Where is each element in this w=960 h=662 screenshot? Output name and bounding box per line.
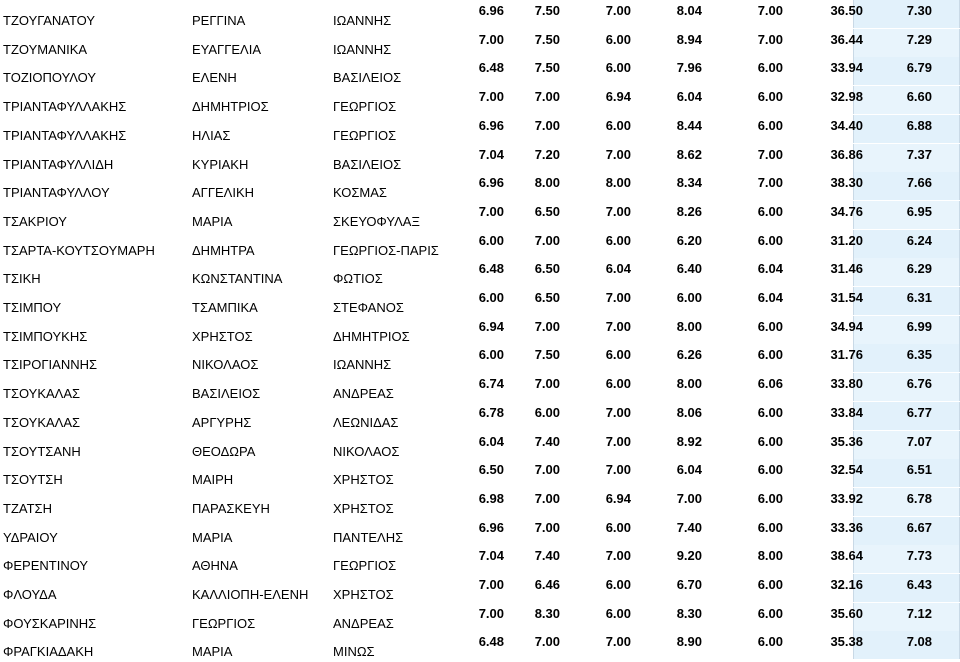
- grade-2-cell: 7.00: [534, 519, 560, 535]
- average-cell: 6.79: [906, 60, 932, 76]
- first-name-cell: ΚΥΡΙΑΚΗ: [192, 156, 249, 172]
- grade-5-cell: 6.04: [757, 261, 783, 277]
- first-name-cell: ΔΗΜΗΤΡΙΟΣ: [192, 99, 269, 115]
- table-row: [0, 230, 960, 258]
- grade-4-cell: 6.70: [676, 577, 702, 592]
- sum-cell: 31.20: [830, 232, 863, 248]
- grade-2-cell: 7.50: [534, 347, 560, 363]
- grade-1-cell: 6.00: [478, 232, 504, 248]
- father-name-cell: ΓΕΩΡΓΙΟΣ: [333, 99, 397, 115]
- grade-5-cell: 6.00: [757, 462, 783, 478]
- grade-5-cell: 6.00: [757, 577, 783, 592]
- grade-4-cell: 9.20: [676, 548, 702, 564]
- grade-3-cell: 6.00: [605, 117, 631, 133]
- surname-cell: ΤΖΟΥΓΑΝΑΤΟΥ: [3, 13, 96, 28]
- grade-2-cell: 6.00: [534, 404, 560, 420]
- grade-2-cell: 7.50: [534, 31, 560, 47]
- table-row: [0, 0, 960, 28]
- first-name-cell: ΜΑΙΡΗ: [192, 472, 234, 488]
- grade-2-cell: 8.00: [534, 175, 560, 191]
- father-name-cell: ΣΤΕΦΑΝΟΣ: [333, 300, 404, 315]
- first-name-cell: ΚΩΝΣΤΑΝΤΙΝΑ: [192, 271, 283, 287]
- father-name-cell: ΦΩΤΙΟΣ: [333, 271, 383, 287]
- grade-4-cell: 7.96: [676, 60, 702, 76]
- surname-cell: ΤΣΙΜΠΟΥΚΗΣ: [3, 328, 88, 344]
- first-name-cell: ΝΙΚΟΛΑΟΣ: [192, 357, 259, 373]
- grade-5-cell: 6.00: [757, 433, 783, 449]
- grade-4-cell: 6.00: [676, 290, 702, 305]
- father-name-cell: ΙΩΑΝΝΗΣ: [333, 13, 392, 28]
- grade-2-cell: 7.00: [534, 117, 560, 133]
- grade-2-cell: 7.00: [534, 462, 560, 478]
- father-name-cell: ΒΑΣΙΛΕΙΟΣ: [333, 70, 402, 86]
- surname-cell: ΥΔΡΑΙΟΥ: [3, 529, 58, 545]
- grade-2-cell: 7.50: [534, 60, 560, 76]
- table-row: [0, 86, 960, 114]
- grade-1-cell: 6.04: [478, 433, 504, 449]
- average-cell: 6.24: [906, 232, 932, 248]
- grade-5-cell: 6.00: [757, 490, 783, 506]
- grade-4-cell: 6.04: [676, 462, 702, 478]
- grade-4-cell: 8.92: [676, 433, 702, 449]
- sum-cell: 35.36: [830, 433, 863, 449]
- grade-2-cell: 7.00: [534, 89, 560, 105]
- sum-cell: 31.76: [830, 347, 863, 363]
- table-row: [0, 57, 960, 85]
- grade-5-cell: 6.06: [757, 376, 783, 392]
- grade-5-cell: 6.04: [757, 290, 783, 305]
- sum-cell: 33.84: [830, 404, 863, 420]
- grade-5-cell: 7.00: [757, 146, 783, 162]
- first-name-cell: ΠΑΡΑΣΚΕΥΗ: [192, 500, 270, 516]
- grade-1-cell: 7.00: [478, 31, 504, 47]
- grade-4-cell: 8.26: [676, 203, 702, 219]
- table-row: [0, 373, 960, 401]
- first-name-cell: ΚΑΛΛΙΟΠΗ-ΕΛΕΝΗ: [192, 587, 309, 602]
- grade-3-cell: 6.00: [605, 347, 631, 363]
- grade-4-cell: 8.90: [676, 634, 702, 650]
- grade-3-cell: 8.00: [605, 175, 631, 191]
- grade-3-cell: 7.00: [605, 462, 631, 478]
- grade-5-cell: 6.00: [757, 634, 783, 650]
- table-row: [0, 316, 960, 344]
- father-name-cell: ΚΟΣΜΑΣ: [333, 185, 387, 201]
- grade-2-cell: 7.00: [534, 376, 560, 392]
- surname-cell: ΦΛΟΥΔΑ: [3, 587, 57, 602]
- table-row: [0, 517, 960, 545]
- surname-cell: ΤΟΖΙΟΠΟΥΛΟΥ: [3, 70, 97, 86]
- sum-cell: 31.46: [830, 261, 863, 277]
- first-name-cell: ΜΑΡΙΑ: [192, 213, 233, 229]
- average-cell: 6.95: [906, 203, 932, 219]
- grade-5-cell: 6.00: [757, 605, 783, 621]
- grade-5-cell: 6.00: [757, 404, 783, 420]
- sum-cell: 36.50: [830, 3, 863, 18]
- average-cell: 6.99: [906, 318, 932, 334]
- surname-cell: ΤΖΟΥΜΑΝΙΚΑ: [3, 41, 88, 57]
- grade-1-cell: 6.94: [478, 318, 504, 334]
- grade-2-cell: 7.00: [534, 318, 560, 334]
- father-name-cell: ΑΝΔΡΕΑΣ: [333, 386, 394, 402]
- grade-4-cell: 6.40: [676, 261, 702, 277]
- grade-1-cell: 6.48: [478, 634, 504, 650]
- grade-4-cell: 6.26: [676, 347, 702, 363]
- table-row: [0, 488, 960, 516]
- first-name-cell: ΓΕΩΡΓΙΟΣ: [192, 615, 256, 631]
- table-row: [0, 287, 960, 315]
- grade-1-cell: 6.96: [478, 175, 504, 191]
- grade-4-cell: 6.04: [676, 89, 702, 105]
- grade-2-cell: 7.40: [534, 548, 560, 564]
- sum-cell: 32.16: [830, 577, 863, 592]
- average-cell: 6.76: [906, 376, 932, 392]
- grade-1-cell: 6.96: [478, 117, 504, 133]
- grade-2-cell: 6.50: [534, 290, 560, 305]
- grade-3-cell: 7.00: [605, 203, 631, 219]
- grade-4-cell: 8.30: [676, 605, 702, 621]
- average-cell: 6.88: [906, 117, 932, 133]
- table-row: [0, 144, 960, 172]
- sum-cell: 32.54: [830, 462, 863, 478]
- grade-2-cell: 7.50: [534, 3, 560, 18]
- grade-5-cell: 6.00: [757, 318, 783, 334]
- first-name-cell: ΜΑΡΙΑ: [192, 529, 233, 545]
- father-name-cell: ΙΩΑΝΝΗΣ: [333, 357, 392, 373]
- grade-3-cell: 6.94: [605, 490, 631, 506]
- grade-5-cell: 6.00: [757, 347, 783, 363]
- grade-4-cell: 8.00: [676, 318, 702, 334]
- surname-cell: ΤΡΙΑΝΤΑΦΥΛΛΑΚΗΣ: [3, 99, 127, 115]
- grade-4-cell: 8.06: [676, 404, 702, 420]
- grade-3-cell: 6.00: [605, 232, 631, 248]
- average-cell: 7.08: [906, 634, 932, 650]
- sum-cell: 31.54: [830, 290, 863, 305]
- table-row: [0, 344, 960, 372]
- surname-cell: ΤΡΙΑΝΤΑΦΥΛΛΟΥ: [3, 185, 110, 201]
- surname-cell: ΦΡΑΓΚΙΑΔΑΚΗ: [3, 644, 94, 660]
- grade-1-cell: 7.04: [478, 146, 504, 162]
- surname-cell: ΤΣΟΥΤΣΗ: [3, 472, 63, 488]
- first-name-cell: ΡΕΓΓΙΝΑ: [192, 13, 246, 28]
- table-row: [0, 603, 960, 631]
- grade-1-cell: 6.96: [478, 3, 504, 18]
- sum-cell: 38.64: [830, 548, 863, 564]
- grade-1-cell: 7.00: [478, 605, 504, 621]
- father-name-cell: ΧΡΗΣΤΟΣ: [333, 472, 394, 488]
- grade-3-cell: 7.00: [605, 146, 631, 162]
- father-name-cell: ΑΝΔΡΕΑΣ: [333, 615, 394, 631]
- average-cell: 6.35: [906, 347, 932, 363]
- first-name-cell: ΘΕΟΔΩΡΑ: [192, 443, 256, 459]
- sum-cell: 33.36: [830, 519, 863, 535]
- average-cell: 6.51: [906, 462, 932, 478]
- surname-cell: ΤΣΙΡΟΓΙΑΝΝΗΣ: [3, 357, 98, 373]
- grade-2-cell: 7.00: [534, 490, 560, 506]
- grade-1-cell: 7.04: [478, 548, 504, 564]
- sum-cell: 33.80: [830, 376, 863, 392]
- grade-3-cell: 7.00: [605, 318, 631, 334]
- sum-cell: 34.94: [830, 318, 863, 334]
- grade-5-cell: 8.00: [757, 548, 783, 564]
- grade-5-cell: 6.00: [757, 60, 783, 76]
- grade-1-cell: 7.00: [478, 203, 504, 219]
- average-cell: 6.78: [906, 490, 932, 506]
- average-cell: 7.73: [906, 548, 932, 564]
- grade-3-cell: 6.00: [605, 31, 631, 47]
- grade-5-cell: 7.00: [757, 175, 783, 191]
- grade-5-cell: 6.00: [757, 89, 783, 105]
- average-cell: 7.66: [906, 175, 932, 191]
- table-row: [0, 631, 960, 659]
- table-row: [0, 258, 960, 286]
- father-name-cell: ΠΑΝΤΕΛΗΣ: [333, 529, 404, 545]
- father-name-cell: ΛΕΩΝΙΔΑΣ: [333, 414, 399, 430]
- grade-4-cell: 8.34: [676, 175, 702, 191]
- surname-cell: ΤΣΑΚΡΙΟΥ: [3, 213, 67, 229]
- grade-1-cell: 6.00: [478, 290, 504, 305]
- grade-5-cell: 6.00: [757, 117, 783, 133]
- average-cell: 6.31: [906, 290, 932, 305]
- grade-3-cell: 6.00: [605, 519, 631, 535]
- grade-3-cell: 6.00: [605, 605, 631, 621]
- table-row: [0, 115, 960, 143]
- average-cell: 7.07: [906, 433, 932, 449]
- grade-5-cell: 6.00: [757, 203, 783, 219]
- grade-2-cell: 7.20: [534, 146, 560, 162]
- grade-1-cell: 6.74: [478, 376, 504, 392]
- grade-1-cell: 6.48: [478, 60, 504, 76]
- sum-cell: 33.94: [830, 60, 863, 76]
- grade-5-cell: 6.00: [757, 232, 783, 248]
- average-cell: 7.30: [906, 3, 932, 18]
- first-name-cell: ΑΓΓΕΛΙΚΗ: [192, 185, 255, 201]
- grade-2-cell: 6.50: [534, 203, 560, 219]
- father-name-cell: ΒΑΣΙΛΕΙΟΣ: [333, 156, 402, 172]
- surname-cell: ΤΖΑΤΣΗ: [3, 500, 52, 516]
- first-name-cell: ΕΥΑΓΓΕΛΙΑ: [192, 41, 262, 57]
- grade-1-cell: 6.48: [478, 261, 504, 277]
- grade-2-cell: 7.40: [534, 433, 560, 449]
- grade-4-cell: 8.04: [676, 3, 702, 18]
- first-name-cell: ΜΑΡΙΑ: [192, 644, 233, 660]
- first-name-cell: ΕΛΕΝΗ: [192, 70, 237, 86]
- grade-3-cell: 7.00: [605, 433, 631, 449]
- average-cell: 6.67: [906, 519, 932, 535]
- grade-4-cell: 8.44: [676, 117, 702, 133]
- grade-2-cell: 7.00: [534, 232, 560, 248]
- surname-cell: ΤΣΙΜΠΟΥ: [3, 300, 62, 315]
- father-name-cell: ΓΕΩΡΓΙΟΣ: [333, 558, 397, 574]
- grade-2-cell: 6.50: [534, 261, 560, 277]
- sum-cell: 33.92: [830, 490, 863, 506]
- sum-cell: 35.38: [830, 634, 863, 650]
- grade-1-cell: 7.00: [478, 89, 504, 105]
- surname-cell: ΦΕΡΕΝΤΙΝΟΥ: [3, 558, 89, 574]
- table-row: [0, 545, 960, 573]
- sum-cell: 32.98: [830, 89, 863, 105]
- grade-4-cell: 6.20: [676, 232, 702, 248]
- father-name-cell: ΓΕΩΡΓΙΟΣ-ΠΑΡΙΣ: [333, 242, 439, 258]
- surname-cell: ΤΡΙΑΝΤΑΦΥΛΛΑΚΗΣ: [3, 127, 127, 143]
- father-name-cell: ΔΗΜΗΤΡΙΟΣ: [333, 328, 410, 344]
- average-cell: 7.37: [906, 146, 932, 162]
- first-name-cell: ΤΣΑΜΠΙΚΑ: [192, 300, 258, 315]
- table-row: [0, 459, 960, 487]
- grade-4-cell: 8.94: [676, 31, 702, 47]
- surname-cell: ΦΟΥΣΚΑΡΙΝΗΣ: [3, 615, 97, 631]
- table-row: [0, 431, 960, 459]
- average-cell: 6.77: [906, 404, 932, 420]
- grade-4-cell: 8.62: [676, 146, 702, 162]
- first-name-cell: ΑΘΗΝΑ: [192, 558, 238, 574]
- sum-cell: 36.86: [830, 146, 863, 162]
- average-cell: 6.43: [906, 577, 932, 592]
- surname-cell: ΤΣΑΡΤΑ-ΚΟΥΤΣΟΥΜΑΡΗ: [3, 242, 155, 258]
- average-cell: 6.60: [906, 89, 932, 105]
- grade-3-cell: 7.00: [605, 404, 631, 420]
- first-name-cell: ΗΛΙΑΣ: [192, 127, 231, 143]
- grade-2-cell: 8.30: [534, 605, 560, 621]
- first-name-cell: ΒΑΣΙΛΕΙΟΣ: [192, 386, 261, 402]
- grade-4-cell: 7.00: [676, 490, 702, 506]
- surname-cell: ΤΡΙΑΝΤΑΦΥΛΛΙΔΗ: [3, 156, 114, 172]
- grade-1-cell: 6.00: [478, 347, 504, 363]
- grade-5-cell: 7.00: [757, 3, 783, 18]
- surname-cell: ΤΣΟΥΤΣΑΝΗ: [3, 443, 81, 459]
- grade-3-cell: 6.94: [605, 89, 631, 105]
- grade-3-cell: 6.00: [605, 577, 631, 592]
- sum-cell: 34.40: [830, 117, 863, 133]
- father-name-cell: ΝΙΚΟΛΑΟΣ: [333, 443, 400, 459]
- father-name-cell: ΣΚΕΥΟΦΥΛΑΞ: [333, 213, 420, 229]
- grade-3-cell: 7.00: [605, 290, 631, 305]
- sum-cell: 38.30: [830, 175, 863, 191]
- sum-cell: 34.76: [830, 203, 863, 219]
- grade-3-cell: 7.00: [605, 548, 631, 564]
- grade-5-cell: 7.00: [757, 31, 783, 47]
- grade-2-cell: 7.00: [534, 634, 560, 650]
- surname-cell: ΤΣΙΚΗ: [3, 271, 41, 287]
- father-name-cell: ΧΡΗΣΤΟΣ: [333, 500, 394, 516]
- grade-5-cell: 6.00: [757, 519, 783, 535]
- father-name-cell: ΓΕΩΡΓΙΟΣ: [333, 127, 397, 143]
- surname-cell: ΤΣΟΥΚΑΛΑΣ: [3, 386, 81, 402]
- first-name-cell: ΑΡΓΥΡΗΣ: [192, 414, 252, 430]
- grade-4-cell: 7.40: [676, 519, 702, 535]
- average-cell: 7.12: [906, 605, 932, 621]
- sum-cell: 35.60: [830, 605, 863, 621]
- table-row: [0, 402, 960, 430]
- father-name-cell: ΙΩΑΝΝΗΣ: [333, 41, 392, 57]
- average-cell: 7.29: [906, 31, 932, 47]
- sum-cell: 36.44: [830, 31, 863, 47]
- grade-1-cell: 7.00: [478, 577, 504, 592]
- father-name-cell: ΜΙΝΩΣ: [333, 644, 375, 660]
- grade-1-cell: 6.50: [478, 462, 504, 478]
- grade-3-cell: 7.00: [605, 3, 631, 18]
- table-row: [0, 201, 960, 229]
- first-name-cell: ΧΡΗΣΤΟΣ: [192, 328, 253, 344]
- father-name-cell: ΧΡΗΣΤΟΣ: [333, 587, 394, 602]
- grade-3-cell: 6.00: [605, 60, 631, 76]
- grade-1-cell: 6.78: [478, 404, 504, 420]
- surname-cell: ΤΣΟΥΚΑΛΑΣ: [3, 414, 81, 430]
- grade-1-cell: 6.96: [478, 519, 504, 535]
- grade-3-cell: 6.04: [605, 261, 631, 277]
- average-cell: 6.29: [906, 261, 932, 277]
- grade-3-cell: 7.00: [605, 634, 631, 650]
- grade-2-cell: 6.46: [534, 577, 560, 592]
- table-row: [0, 172, 960, 200]
- grade-1-cell: 6.98: [478, 490, 504, 506]
- grade-3-cell: 6.00: [605, 376, 631, 392]
- grade-4-cell: 8.00: [676, 376, 702, 392]
- table-row: [0, 29, 960, 57]
- first-name-cell: ΔΗΜΗΤΡΑ: [192, 242, 255, 258]
- table-row: [0, 574, 960, 602]
